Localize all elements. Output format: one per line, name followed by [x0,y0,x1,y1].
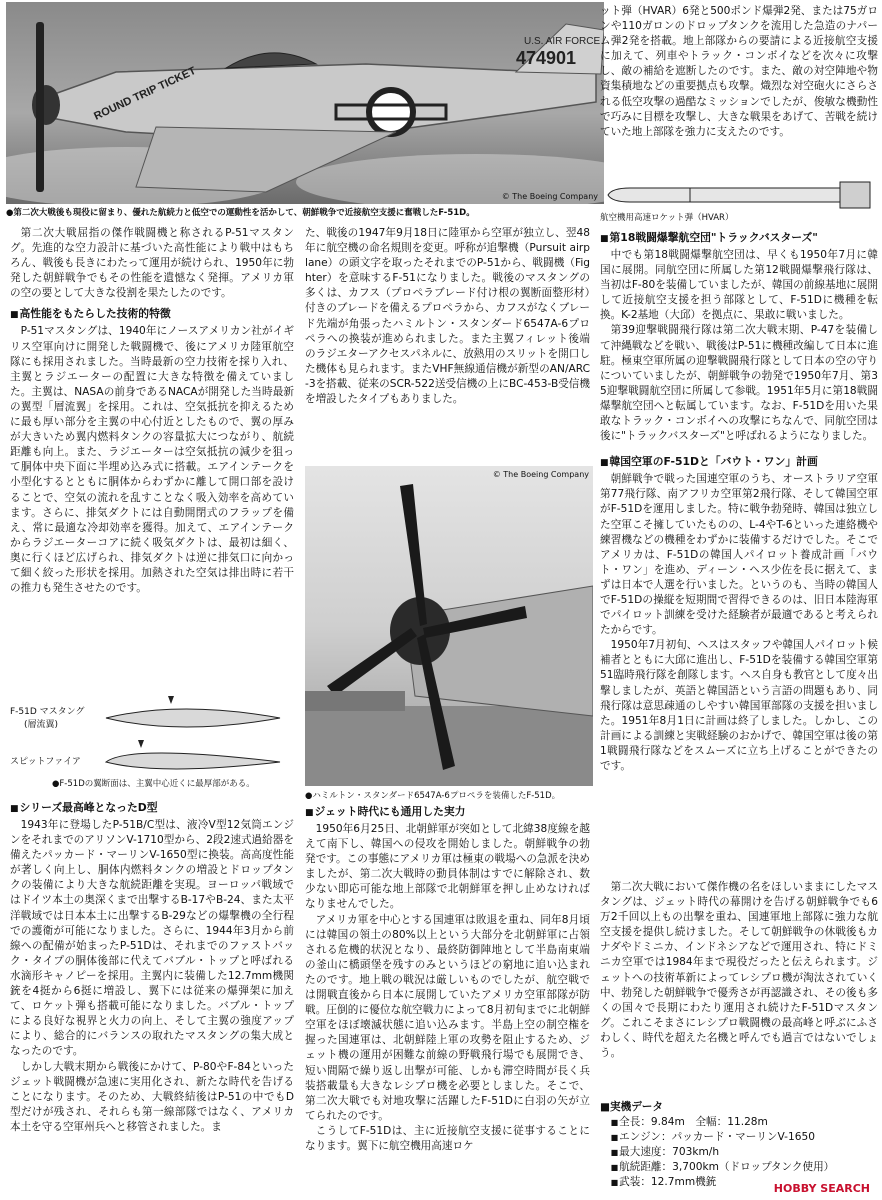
tail-number: 474901 [516,48,577,68]
nose-art-text: ROUND TRIP TICKET [92,64,198,123]
postwar-paragraph: しかし大戦末期から戦後にかけて、P-80やF-84といったジェット戦闘機が急速に実用化され、新たな時代を告げることになります。そのため、大戦終結後はP-51の中でもD型だけが残され、それらも第一線部隊ではなく、アメリカ本土を守る空軍州兵へと移管されました。ま [10,1060,294,1133]
spec-range: ■ 航続距離：3,700km（ドロップタンク使用） [600,1160,878,1175]
spec-title: ■実機データ [600,1101,663,1113]
hvar-paragraph: ット弾（HVAR）6発と500ポンド爆弾2発、または75ガロンや110ガロンのドロップタンクを流用した急造のナパーム弾2発を搭載。地上部隊からの要請による近接航空支援に加えて、列車やトラック・コンボイなどを次々に攻撃し、敵の補給を遮断したのです。また、敵の対空陣地や物資集積地などの重要拠点も攻撃。熾烈な対空砲火にさらされる低空攻撃の過酷なミッションでしたが、俊敏な機動性で巧みに目標を攻撃し、大きな戦果をあげて、苦戦を続けていた地上部隊を強力に支えたのです。 [600,5,878,138]
propeller-photo [305,466,593,786]
un-forces-paragraph: アメリカ軍を中心とする国連軍は敗退を重ね、同年8月頃には韓国の領土の80%以上という大部分を北朝鮮軍に占領される危機的状況となり、最終防御陣地として半島南東端の釜山に橋頭堡を残すのみというほどの窮地に追い込まれたのです。地上戦の戦況は厳しいものでしたが、航空戦では開戦直後から日本に展開していたアメリカ空軍部隊が防戦。圧倒的に優位な航空戦力によって8月初旬までに北朝鮮空軍をほぼ壊滅状態に追い込みます。半島上空の制空権を握った国連軍は、北朝鮮陸上軍の攻勢を阻止するため、ジェット機の運用が困難な前線の野戦飛行場でも展開でき、短い間隔で繰り返し出撃が可能、しかも滞空時間が長く兵装搭載量も大きなレシプロ機を必要としました。そこで、第二次大戦でも対地攻撃に活躍したF-51Dに白羽の矢が立てられたのです。 [305,913,590,1122]
section-heading-truckbusters: ■ 第18戦闘爆撃航空団"トラックバスターズ" [600,230,878,247]
section-heading-tech: ■ 高性能をもたらした技術的特徴 [10,306,294,323]
naming-paragraph: た、戦後の1947年9月18日に陸軍から空軍が独立し、翌48年に航空機の命名規則を変更。呼称が追撃機（Pursuit airplane）の頭文字を取ったそれまでのP-51から、戦闘機（Fighter）を意味するF-51になりました。戦後のマスタングの多くは、カフス（プロペラブレード付け根の翼断面整形材）付きのブレードを備えるプロペラから、カフスがなくブレード先端が角張ったハミルトン・スタンダード6547A-6プロペラへの換装が進められました。また主翼フィレット後端のラジエターアクセスパネルに、放熱用のスリットを開口した機体も見られます。またVHF無線通信機が新型のAN/ARC-3を搭載、従来のSCR-522送受信機の上にBC-453-B受信機を増設したタイプもありました。 [305,227,590,406]
photo-credit: © The Boeing Company [501,192,598,201]
spec-dimensions: ■ 全長：9.84m 全幅：11.28m [600,1115,878,1130]
cas-paragraph: こうしてF-51Dは、主に近接航空支援に従事することになります。翼下に航空機用高速ロケ [305,1124,590,1152]
hvar-caption: 航空機用高速ロケット弾（HVAR） [600,213,734,223]
top-photo-caption: ●第二次大戦後も現役に留まり、優れた航続力と低空での運動性を活かして、朝鮮戦争で近接航空支援に奮戦したF-51D。 [6,208,475,218]
propeller-photo-caption: ●ハミルトン・スタンダード6547A-6プロペラを装備したF-51D。 [305,791,561,801]
d-type-paragraph: 1943年に登場したP-51B/C型は、液冷V型12気筒エンジンをそれまでのアリソンV-1710型から、2段2速式過給器を備えたパッカード・マーリンV-1650型に換装。高高度性能が著しく向上し、胴体内燃料タンクの増設とドロップタンクの装備により大きな航続距離を実現。ヨーロッパ戦域ではドイツ本土の奥深くまで出撃するB-17やB-24、また太平洋戦域では日本本土に出撃するB-29などの爆撃機の全行程での護衛が可能になりました。さらに、1944年3月から前線への配備が始まったP-51Dは、それまでのファストバック・タイプの胴体後部に代えてバブル・トップと呼ばれる水滴形キャノピーを採用。主翼内に装備した12.7mm機関銃を4挺から6挺に増設し、翼下には従来の爆弾架に加えて、ロケット弾も搭載可能になりました。バブル・トップによる良好な視界と火力の向上、そして主翼の強度アップにより、総合的にバランスの取れたマスタングの集大成となったのです。 [10,819,294,1058]
column-1-bottom [10,800,294,1198]
top-aircraft-photo [6,2,604,204]
closing-paragraph: 第二次大戦において傑作機の名をほしいままにしたマスタングは、ジェット時代の幕開けを告げる朝鮮戦争でも6万2千回以上もの出撃を重ね、国連軍地上部隊に強力な航空支援を提供し続けました。そして朝鮮戦争の休戦後もカナダやドミニカ、インドネシアなどで運用され、特にドミニカ空軍では1984年まで現役だったと伝えられます。ジェットへの技術革新によってレシプロ機が淘汰されていく中、勃発した朝鮮戦争で優秀さが再認識され、その後も多くの国々で長期にわたり運用され続けたF-51Dマスタング。これこそまさにレシプロ戦闘機の最高峰と呼ぶにふさわしく、時代を超えた名機と呼んでも過言ではないでしょう。 [600,881,878,1060]
mustang-side-view-illustration [6,2,604,204]
column-1-top [10,226,294,696]
section-heading-d-type: ■ シリーズ最高峰となったD型 [10,800,294,817]
18th-wing-paragraph: 中でも第18戦闘爆撃航空団は、早くも1950年7月に韓国に展開。同航空団に所属した第12戦闘爆撃飛行隊は、当初はF-80を装備していましたが、韓国の前線基地に展開して近接航空支援を担う部隊として、F-51Dに機種を転換。K-2基地（大邱）を拠点に、果敢に戦いました。 [600,249,878,322]
airfoil-label-laminar: (層流翼) [24,720,59,730]
spec-engine: ■ エンジン：パッカード・マーリンV-1650 [600,1130,878,1145]
column-3-top [600,4,878,176]
section-heading-jet-era: ■ ジェット時代にも通用した実力 [305,804,590,821]
hobby-search-watermark: HOBBY SEARCH [770,1181,874,1196]
spec-armament: ■ 武装：12.7mm機銃 [600,1175,878,1190]
39th-squadron-paragraph: 第39迎撃戦闘飛行隊は第二次大戦末期、P-47を装備して沖縄戦などを戦い、戦後はP-51に機種改編して日本に進駐。極東空軍所属の迎撃戦闘飛行隊として日本の空の守りについていましたが、朝鮮戦争の勃発で1950年7月、第35迎撃戦闘航空団に所属して参戦。1951年5月に第18戦闘爆撃航空団へと転属しています。なお、F-51Dを用いた果敢なトラック・コンボイへの攻撃にちなんで、同航空団は後に"トラックバスターズ"と呼ばれるようになりました。 [600,324,878,443]
bout-one-paragraph: 朝鮮戦争で戦った国連空軍のうち、オーストラリア空軍第77飛行隊、南アフリカ空軍第2飛行隊、そして韓国空軍がF-51Dを運用しました。特に戦争勃発時、韓国は独立した空軍こそ擁していたものの、L-4やT-6といった連絡機や練習機などの機種をわずかに装備するだけでした。そこでアメリカは、F-51Dの韓国人パイロット養成計画「バウト・ワン」を進め、ディーン・ヘス少佐を長に据えて、まずは日本で人選を行いました。というのも、当時の韓国人でF-51Dの操縦を短期間で習得できるのは、旧日本陸海軍でパイロット訓練を受けた経験者が最適であると考えられたからです。 [600,473,878,637]
tail-text-usaf: U.S. AIR FORCE [524,36,601,47]
spec-max-speed: ■ 最大速度：703km/h [600,1145,878,1160]
tech-paragraph: P-51マスタングは、1940年にノースアメリカン社がイギリス空軍向けに開発した戦闘機で、後にアメリカ陸軍航空隊にも採用されました。当時最新の空力技術を採り入れ、主翼とラジエーターの配置に大きな特徴を備えていました。主翼は、NASAの前身であるNACAが開発した当時最新の翼型「層流翼」を採用。これは、空気抵抗を抑えるために最も厚い部分を主翼の中心付近としたもので、翼の厚みが大きいため翼内燃料タンクの容量拡大につながり、航続距離も向上。また、ラジエーターは空気抵抗の減少を狙って胴体中央下面に半埋め込み式に搭載。エアインテークを小型化するとともに胴体からわずかに離して開口部を設けることで、空気の流れを乱すことなく吸入効率を高めています。さらに、排気ダクトには自動開閉式のフラップを備え、常に最適な冷却効率を獲得。加えて、エアインテークからラジエーターコアに続く吸気ダクトは、最初は細く、奥に行くほど広げられ、排気ダクトは逆に排気口に向かって細く絞った形状を採用。加熱された空気は排出時に若干の推力も発生させたのです。 [10,325,294,595]
airfoil-caption: ●F-51Dの翼断面は、主翼中心近くに最厚部がある。 [52,779,255,789]
column-2-top [305,226,590,464]
airfoil-diagram [10,690,294,798]
hvar-rocket-illustration [600,178,878,212]
propeller-illustration [305,466,593,786]
51st-squadron-paragraph: 1950年7月初旬、ヘスはスタッフや韓国人パイロット候補者とともに大邱に進出し、F-51Dを装備する韓国空軍第51臨時飛行隊を創隊します。ヘス自身も教官として度々出撃しましたが、英語と韓国語という言語の問題もあり、同飛行隊は意思疎通のしやすい韓国軍部隊の支援を担いました。1951年8月1日に計画は終了しました。しかし、この計画による訓練と実戦経験のおかげで、韓国空軍は後の第1戦闘飛行隊などをスムーズに立ち上げることができたのです。 [600,639,878,772]
intro-paragraph: 第二次大戦屈指の傑作戦闘機と称されるP-51マスタング。先進的な空力設計に基づいた高性能により戦中はもちろん、戦後も長きにわたって運用が続けられ、1950年に勃発した朝鮮戦争でもその性能を遺憾なく発揮。アメリカ軍の空の要として大きな役割を果たしたのです。 [10,227,294,300]
airfoil-label-spitfire: スピットファイア [10,757,81,767]
airfoil-label-mustang: F-51D マスタング [10,707,85,717]
column-3-closing [600,880,878,1092]
column-3-middle [600,228,878,892]
propeller-photo-credit: © The Boeing Company [492,470,589,479]
column-2-bottom [305,802,590,1198]
section-heading-bout-one: ■ 韓国空軍のF-51Dと「バウト・ワン」計画 [600,454,878,471]
korea-outbreak-paragraph: 1950年6月25日、北朝鮮軍が突如として北緯38度線を越えて南下し、韓国への侵攻を開始しました。朝鮮戦争の勃発です。この事態にアメリカ軍は極東の戦場への急派を決めましたが、第二次大戦時の動員体制はすでに解除され、数少ない即応可能な地上部隊で北朝鮮軍を押し止めなければなりませんでした。 [305,823,590,911]
